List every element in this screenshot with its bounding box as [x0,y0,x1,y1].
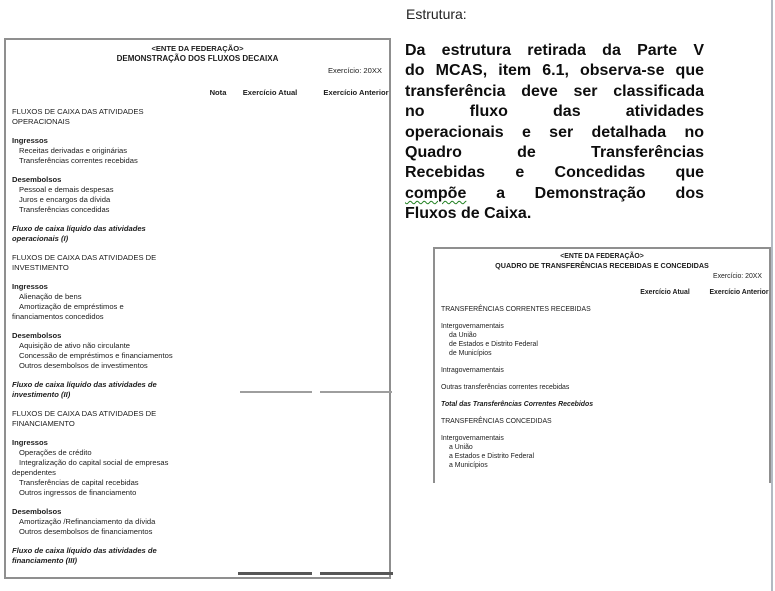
statement-row: financiamento (III) [12,556,77,565]
statement-row: TRANSFERÊNCIAS CORRENTES RECEBIDAS [441,306,591,313]
statement-row: Receitas derivadas e originárias [19,146,128,155]
statement-row: INVESTIMENTO [12,263,69,272]
statement-row: investimento (II) [12,390,71,399]
qtrc-statement-box [433,247,771,483]
dfc-entity: <ENTE DA FEDERAÇÃO> [151,44,244,53]
statement-row: Operações de crédito [19,448,92,457]
paragraph-line: compõe a Demonstração dos [405,184,704,202]
paragraph-line: Fluxos de Caixa. [405,205,532,223]
dfc-statement-box [4,38,391,579]
statement-row: Alienação de bens [19,292,82,301]
statement-row: Pessoal e demais despesas [19,185,114,194]
paragraph-line: transferência deve ser classificada [405,82,704,100]
column-header-exercicio-anterior: Exercício Anterior [709,289,769,296]
statement-row: Aquisição de ativo não circulante [19,341,131,350]
statement-row: Fluxo de caixa líquido das atividades [12,224,146,233]
dfc-rows [12,107,383,566]
paragraph-line: Quadro de Transferências [405,144,704,162]
misspelled-word: compõe [405,184,467,202]
estrutura-paragraph [405,41,704,225]
statement-row: Ingressos [12,282,48,291]
statement-row: Total das Transferências Correntes Recebidos [441,401,594,408]
column-header-exercicio-atual: Exercício Atual [242,88,298,97]
statement-row: OPERACIONAIS [12,117,70,126]
column-header-nota: Nota [209,88,227,97]
statement-row: da União [449,332,477,339]
statement-row: de Municípios [449,350,492,357]
statement-row: Fluxo de caixa líquido das atividades de [12,380,157,389]
qtrc-entity: <ENTE DA FEDERAÇÃO> [560,253,644,260]
statement-row: financiamentos concedidos [12,312,104,321]
statement-row: Transferências correntes recebidas [19,156,138,165]
estrutura-heading: Estrutura: [406,6,467,22]
statement-row: Transferências de capital recebidas [19,478,139,487]
statement-row: Outras transferências correntes recebidas [441,384,570,391]
value-underline-financiamento-anterior [320,572,393,575]
value-underline-investimento-anterior [320,391,392,393]
statement-row: Outros ingressos de financiamento [19,488,137,497]
statement-row: Outros desembolsos de investimentos [19,361,148,370]
statement-row: Fluxo de caixa líquido das atividades de [12,546,157,555]
statement-row: de Estados e Distrito Federal [449,341,538,348]
statement-row: Intergovernamentais [441,435,504,442]
dfc-column-headers [12,88,389,98]
statement-row: Intragovernamentais [441,367,504,374]
qtrc-column-headers [441,288,769,297]
statement-row: operacionais (I) [12,234,69,243]
value-underline-financiamento-atual [238,572,312,575]
qtrc-title: QUADRO DE TRANSFERÊNCIAS RECEBIDAS E CONCEDIDAS [495,261,709,270]
statement-row: Transferências concedidas [19,205,110,214]
statement-row: Integralização do capital social de empresas [19,458,169,467]
statement-row: Juros e encargos da dívida [19,195,111,204]
value-underline-investimento-atual [240,391,312,393]
dfc-exercise-label: Exercício: 20XX [327,66,382,75]
column-header-exercicio-anterior: Exercício Anterior [323,88,389,97]
statement-row: TRANSFERÊNCIAS CONCEDIDAS [441,418,552,425]
statement-row: FLUXOS DE CAIXA DAS ATIVIDADES [12,107,144,116]
statement-row: Concessão de empréstimos e financiamentos [19,351,173,360]
paragraph-line: Recebidas e Concedidas que [405,164,704,182]
statement-row: FLUXOS DE CAIXA DAS ATIVIDADES DE [12,409,157,418]
statement-row: Desembolsos [12,507,62,516]
paragraph-line: Da estrutura retirada da Parte V [405,42,704,59]
statement-row: Intergovernamentais [441,323,504,330]
statement-row: FLUXOS DE CAIXA DAS ATIVIDADES DE [12,253,157,262]
paragraph-line: operacionais e ser detalhada no [405,123,704,141]
statement-row: a Municípios [449,462,488,469]
statement-row: Amortização /Refinanciamento da dívida [19,517,156,526]
column-header-exercicio-atual: Exercício Atual [640,289,690,296]
dfc-title: DEMONSTRAÇÃO DOS FLUXOS DECAIXA [116,54,279,63]
statement-row: Amortização de empréstimos e [19,302,124,311]
statement-row: FINANCIAMENTO [12,419,75,428]
statement-row: Desembolsos [12,331,62,340]
statement-row: Outros desembolsos de financiamentos [19,527,153,536]
qtrc-rows [441,305,763,470]
statement-row: a União [449,444,473,451]
statement-row: Ingressos [12,438,48,447]
statement-row: Desembolsos [12,175,62,184]
statement-row: Ingressos [12,136,48,145]
qtrc-exercise-label: Exercício: 20XX [712,273,762,280]
statement-row: a Estados e Distrito Federal [449,453,535,460]
paragraph-line: do MCAS, item 6.1, observa-se que [405,62,704,80]
paragraph-line: no fluxo das atividades [405,103,704,121]
statement-row: dependentes [12,468,56,477]
